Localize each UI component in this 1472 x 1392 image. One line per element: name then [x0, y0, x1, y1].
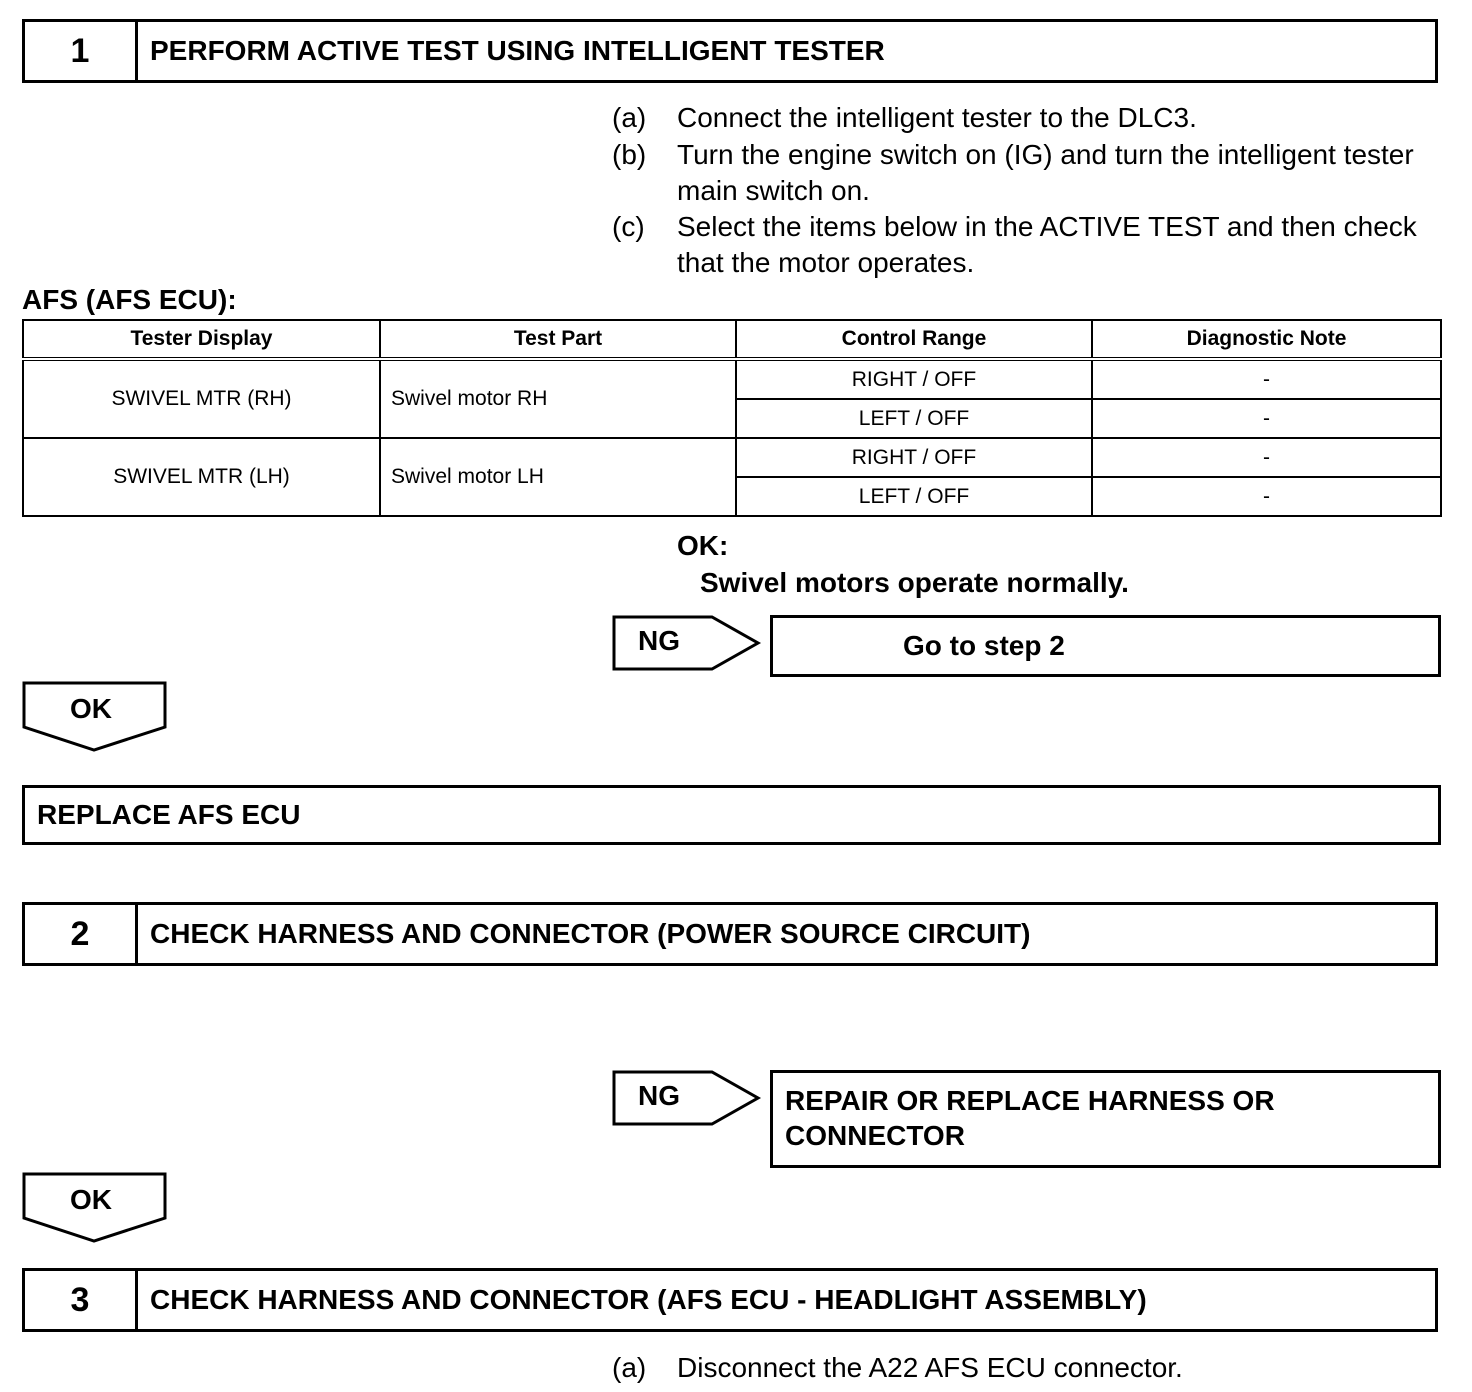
step-1-header: [22, 19, 1438, 83]
diagnostic-note-cell: -: [1092, 359, 1441, 399]
active-test-table: [22, 319, 1442, 517]
table-header-row: [23, 320, 1441, 359]
replace-afs-ecu-box: [22, 785, 1441, 845]
step-title: CHECK HARNESS AND CONNECTOR (POWER SOURCE CIRCUIT): [150, 918, 1031, 949]
instruction-text: Disconnect the A22 AFS ECU connector.: [677, 1352, 1183, 1383]
instruction-text: Select the items below in the ACTIVE TEST and then check that the motor operates.: [677, 211, 1417, 278]
ok-arrow-label: OK: [70, 1184, 112, 1215]
ng-arrow-icon: [612, 615, 762, 671]
step-title: CHECK HARNESS AND CONNECTOR (AFS ECU - HEADLIGHT ASSEMBLY): [150, 1284, 1147, 1315]
instruction-label: (b): [612, 139, 647, 170]
control-range-cell: LEFT / OFF: [736, 399, 1092, 438]
ng-action-text: Go to step 2: [903, 630, 1065, 661]
test-part-cell: Swivel motor LH: [380, 438, 736, 516]
instruction-label: (c): [612, 211, 645, 242]
instruction-label: (a): [612, 1352, 647, 1383]
ok-label: OK:: [677, 530, 729, 561]
column-header: Diagnostic Note: [1092, 320, 1441, 359]
instruction-text: Connect the intelligent tester to the DLC3.: [677, 102, 1197, 133]
ng-action-line: CONNECTOR: [785, 1120, 965, 1151]
diagnostic-note-cell: -: [1092, 438, 1441, 477]
table-caption: AFS (AFS ECU):: [22, 284, 237, 315]
instruction-label: (a): [612, 102, 647, 133]
column-header: Tester Display: [23, 320, 380, 359]
ng-label: NG: [638, 1080, 680, 1111]
control-range-cell: RIGHT / OFF: [736, 359, 1092, 399]
column-header: Control Range: [736, 320, 1092, 359]
tester-display-cell: SWIVEL MTR (LH): [23, 438, 380, 516]
ng-action-box: [770, 615, 1441, 677]
ng-action-line: REPAIR OR REPLACE HARNESS OR: [785, 1085, 1275, 1116]
control-range-cell: RIGHT / OFF: [736, 438, 1092, 477]
ok-result-text: REPLACE AFS ECU: [37, 799, 301, 830]
ok-condition: Swivel motors operate normally.: [700, 567, 1129, 598]
instruction-text: Turn the engine switch on (IG) and turn the intelligent tester main switch on.: [677, 139, 1414, 206]
step-2-header: [22, 902, 1438, 966]
ng-arrow-icon: [612, 1070, 762, 1126]
control-range-cell: LEFT / OFF: [736, 477, 1092, 516]
column-header: Test Part: [380, 320, 736, 359]
ng-action-box: [770, 1070, 1441, 1168]
step-number: 2: [25, 905, 138, 963]
step-number: 1: [25, 22, 138, 80]
diagnostic-note-cell: -: [1092, 399, 1441, 438]
step-number: 3: [25, 1271, 138, 1329]
step-3-header: [22, 1268, 1438, 1332]
tester-display-cell: SWIVEL MTR (RH): [23, 359, 380, 438]
step-title: PERFORM ACTIVE TEST USING INTELLIGENT TESTER: [150, 35, 885, 66]
diagnostic-note-cell: -: [1092, 477, 1441, 516]
test-part-cell: Swivel motor RH: [380, 359, 736, 438]
ng-label: NG: [638, 625, 680, 656]
table-row: [23, 438, 1441, 477]
table-row: [23, 359, 1441, 399]
ok-arrow-label: OK: [70, 693, 112, 724]
